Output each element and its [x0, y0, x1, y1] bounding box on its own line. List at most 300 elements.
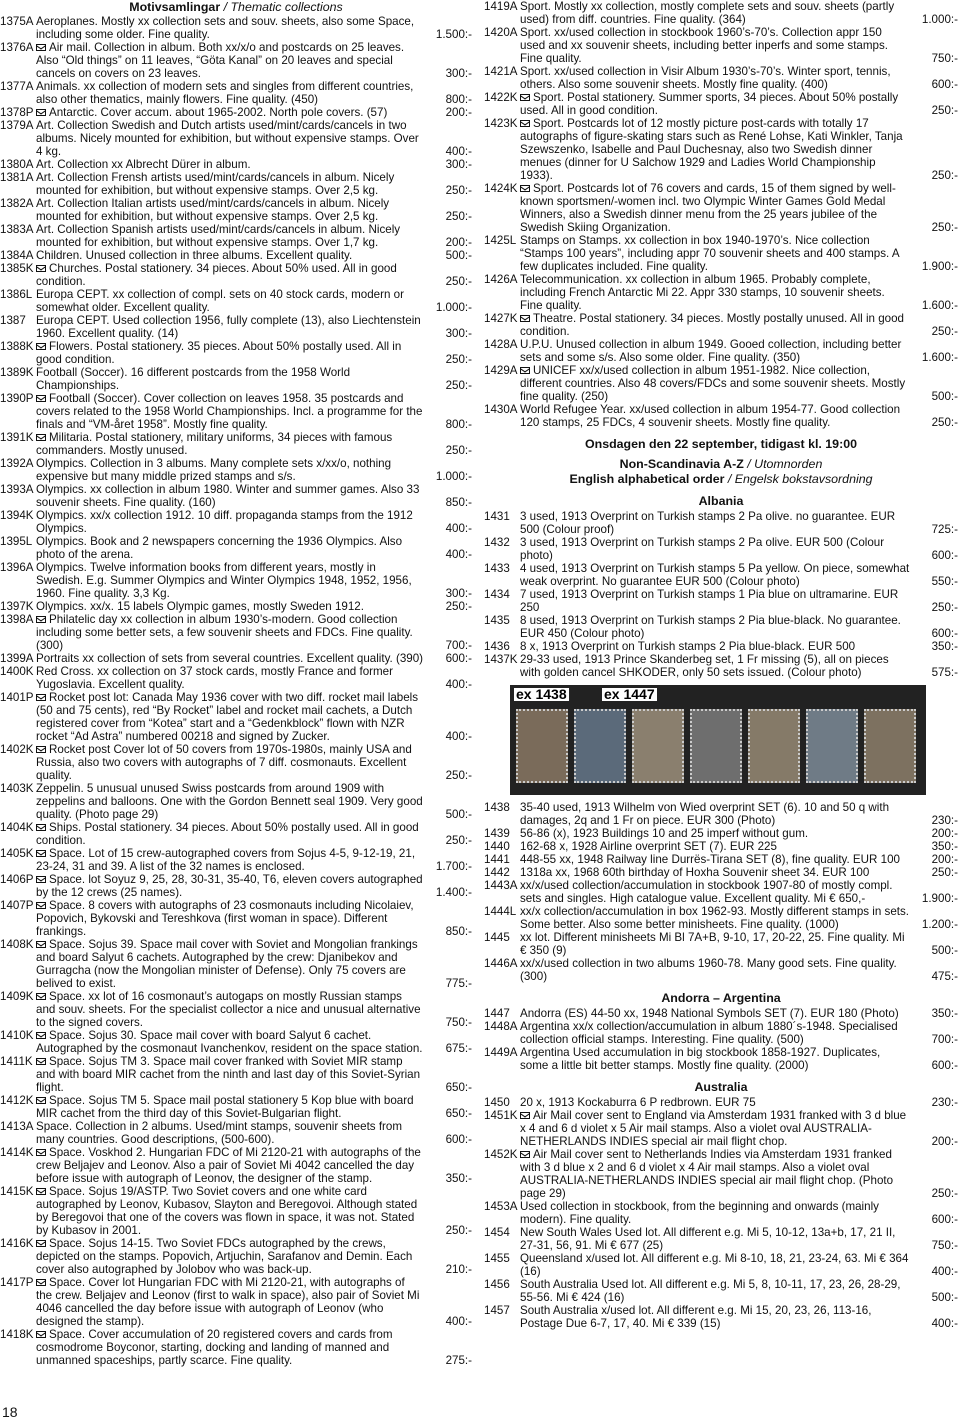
lot-description: [36, 457, 424, 483]
lot-description-text: Art. Collection Frensh artists used/mint/cards/cancels in album. Nicely mounted for exhibition, but without expensive stamps. Over 2,5 kg.: [36, 171, 395, 197]
lot-description: [36, 743, 424, 782]
lot-number: 1418K: [0, 1328, 34, 1341]
envelope-icon: [36, 993, 46, 1000]
lot-entry: [0, 561, 472, 600]
lot-number: 1453A: [484, 1200, 518, 1213]
lot-price: 250:-: [931, 1187, 958, 1200]
lot-price: 600:-: [931, 78, 958, 91]
lot-description-text: Zeppelin. 5 unusual unused Swiss postcards from around 1909 with zeppelins and balloons. One with the Gordon Bennett seal 1909. Very good quality. (Photo page 29): [36, 782, 423, 821]
lot-entry: [484, 957, 958, 983]
lot-description-text: Queensland x/used lot. All different e.g. Mi 8-10, 18, 21, 23-24, 63. Mi € 364 (16): [520, 1252, 909, 1278]
lot-description: [520, 614, 910, 640]
lot-description-text: Olympics. xx/x. 15 labels Olympic games, mostly Sweden 1912.: [36, 600, 364, 613]
lot-price: 500:-: [445, 249, 472, 262]
lot-description: [36, 1146, 424, 1185]
lot-description: [520, 273, 910, 312]
lot-description: [520, 1020, 910, 1046]
lot-description-text: 8 x, 1913 Overprint on Turkish stamps 2 Pia blue-black. EUR 500: [520, 640, 856, 653]
lot-description: [520, 182, 910, 234]
lot-number: 1456: [484, 1278, 510, 1291]
lot-description-text: Space. Sojus 14-15. Two Soviet FDCs autographed by the crews, depicted on the stamps. Popovich, Artjuchin, Sarafanov and Demin. Each cover also autographed by Jolobov who was back-up.: [36, 1237, 413, 1276]
lot-price: 250:-: [445, 769, 472, 782]
lot-description: [520, 312, 910, 338]
lot-number: 1386L: [0, 288, 33, 301]
lot-description: [36, 249, 424, 262]
lot-entry: [0, 171, 472, 197]
lot-description-text: 4 used, 1913 Overprint on Turkish stamps 5 Pa yellow. On piece, somewhat weak overprint. No guarantee EUR 500 (Colour photo): [520, 562, 910, 588]
lot-number: 1447: [484, 1007, 510, 1020]
envelope-icon: [520, 94, 530, 101]
lot-entry: [0, 314, 472, 340]
lot-number: 1420A: [484, 26, 518, 39]
lot-price: 700:-: [931, 1033, 958, 1046]
lot-price: 250:-: [445, 210, 472, 223]
stamp-image: [748, 709, 800, 783]
lot-number: 1408K: [0, 938, 34, 951]
lot-entry: [0, 431, 472, 457]
lot-description: [520, 653, 910, 679]
lot-entry: [484, 234, 958, 273]
lot-description: [36, 197, 424, 223]
lot-description: [36, 1185, 424, 1237]
envelope-icon: [36, 1331, 46, 1338]
lot-description-text: Militaria. Postal stationery, military uniforms, 34 pieces with famous commanders. Mostly unused.: [36, 431, 393, 457]
lot-price: 200:-: [445, 236, 472, 249]
lot-price: 775:-: [445, 977, 472, 990]
lot-number: 1412K: [0, 1094, 34, 1107]
lot-price: 250:-: [931, 325, 958, 338]
lot-entry: [0, 158, 472, 171]
lot-entry: [484, 1200, 958, 1226]
lot-entry: [484, 562, 958, 588]
lot-entry: [0, 652, 472, 665]
lot-description: [36, 1029, 424, 1055]
lot-description: [36, 223, 424, 249]
envelope-icon: [36, 1097, 46, 1104]
lot-number: 1393A: [0, 483, 34, 496]
lot-price: 500:-: [445, 808, 472, 821]
lot-price: 250:-: [445, 834, 472, 847]
lot-description-text: Stamps on Stamps. xx collection in box 1940-1970’s. Nice collection “Stamps 100 years”, including appr 70 souvenir sheets and 400 stamps. A few duplicates included. Fine quality.: [520, 234, 899, 273]
lot-description: [36, 782, 424, 821]
lot-number: 1399A: [0, 652, 34, 665]
lot-price: 350:-: [931, 1007, 958, 1020]
lot-entry: [484, 510, 958, 536]
lot-description-text: Animals. xx collection of modern sets and singles from different countries, also other thematics, mainly flowers. Fine quality. (450): [36, 80, 414, 106]
lot-list-thematic-continued: [484, 0, 958, 429]
lot-description-text: Andorra (ES) 44-50 xx, 1948 National Symbols SET (7). EUR 180 (Photo): [520, 1007, 899, 1020]
lot-description: [36, 288, 424, 314]
lot-entry: [0, 366, 472, 392]
lot-number: 1457: [484, 1304, 510, 1317]
lot-description: [36, 1120, 424, 1146]
lot-description: [36, 613, 424, 652]
lot-number: 1424K: [484, 182, 518, 195]
lot-price: 250:-: [445, 353, 472, 366]
lot-entry: [0, 197, 472, 223]
lot-number: 1423K: [484, 117, 518, 130]
envelope-icon: [36, 395, 46, 402]
lot-description: [36, 158, 424, 171]
lot-number: 1431: [484, 510, 510, 523]
section-title: Motivsamlingar: [129, 0, 221, 14]
envelope-icon: [520, 1151, 530, 1158]
lot-number: 1414K: [0, 1146, 34, 1159]
envelope-icon: [36, 109, 46, 116]
lot-price: 230:-: [931, 1096, 958, 1109]
lot-description: [520, 1007, 910, 1020]
lot-entry: [0, 119, 472, 158]
lot-price: 500:-: [931, 944, 958, 957]
lot-description-text: U.P.U. Unused collection in album 1949. Gooed collection, including better sets and some s/s. Also some older. Fine quality. (350): [520, 338, 902, 364]
lot-price: 1.900:-: [921, 892, 958, 905]
lot-number: 1377A: [0, 80, 34, 93]
lot-entry: [484, 588, 958, 614]
stamp-image: [516, 709, 568, 783]
auction-session-date: Onsdagen den 22 september, tidigast kl. 19:00: [584, 437, 857, 451]
lot-price: 400:-: [445, 730, 472, 743]
lot-number: 1415K: [0, 1185, 34, 1198]
lot-description-text: Space. Sojus TM 5. Space mail postal stationery 5 Kop blue with board MIR cachet from the third day of this Soviet-Bulgarian flight.: [36, 1094, 414, 1120]
lot-number: 1405K: [0, 847, 34, 860]
section-header: [0, 0, 472, 14]
lot-description: [36, 1237, 424, 1276]
lot-price: 200:-: [931, 827, 958, 840]
lot-description: [36, 691, 424, 743]
envelope-icon: [520, 367, 530, 374]
lot-number: 1422K: [484, 91, 518, 104]
lot-description: [520, 510, 910, 536]
lot-description-text: Argentina Used accumulation in big stockbook 1858-1927. Duplicates, some a little bit better stamps. Mostly fine quality. (2000): [520, 1046, 881, 1072]
lot-description-text: 3 used, 1913 Overprint on Turkish stamps 2 Pa olive. EUR 500 (Colour photo): [520, 536, 885, 562]
lot-description-text: Space. Sojus TM 3. Space mail cover franked with Soviet MIR stamp and with board MIR cachet from the ninth and last day of this Soviet-Syrian flight.: [36, 1055, 421, 1094]
order-header: [484, 472, 958, 486]
lot-number: 1395L: [0, 535, 33, 548]
lot-entry: [0, 821, 472, 847]
lot-number: 1440: [484, 840, 510, 853]
lot-price: 750:-: [931, 1239, 958, 1252]
lot-entry: [0, 340, 472, 366]
lot-entry: [484, 1226, 958, 1252]
envelope-icon: [36, 616, 46, 623]
lot-entry: [484, 0, 958, 26]
lot-number: 1428A: [484, 338, 518, 351]
lot-description: [520, 801, 910, 827]
lot-description-text: xx lot. Different minisheets Mi Bl 7A+B, 9-10, 17, 20-22, 25. Fine quality. Mi € 350 (9): [520, 931, 905, 957]
lot-number: 1397K: [0, 600, 34, 613]
lot-number: 1432: [484, 536, 510, 549]
lot-description: [36, 652, 424, 665]
lot-price: 400:-: [445, 1315, 472, 1328]
lot-entry: [0, 1055, 472, 1094]
lot-number: 1411K: [0, 1055, 33, 1068]
lot-description: [520, 1109, 910, 1148]
lot-entry: [0, 483, 472, 509]
lot-number: 1387: [0, 314, 26, 327]
lot-price: 1.900:-: [921, 260, 958, 273]
lot-entry: [484, 1046, 958, 1072]
lot-entry: [484, 866, 958, 879]
lot-description: [520, 588, 910, 614]
lot-description-text: Red Cross. xx collection on 37 stock cards, mostly France and former Yugoslavia. Excellent quality.: [36, 665, 393, 691]
lot-description: [520, 1148, 910, 1200]
lot-description-text: Space. lot Soyuz 9, 25, 28, 30-31, 35-40, T6, eleven covers autographed by the 12 crews (25 names).: [36, 873, 423, 899]
section-name: Non-Scandinavia A-Z: [619, 457, 744, 471]
lot-number: 1454: [484, 1226, 510, 1239]
lot-description-text: Argentina xx/x collection/accumulation in album 1880´s-1948. Specialised collection official stamps. Interesting. Fine quality. (500): [520, 1020, 898, 1046]
photo-label-1447: ex 1447: [604, 686, 655, 702]
lot-description-text: Air Mail cover sent to Netherlands Indies via Amsterdam 1931 franked with 3 d blue x 2 and 6 d violet x 4 Air mail stamps. Also a violet oval AUSTRALIA-NETHERLANDS INDIES special air mail flight chop. (Photo page 29): [520, 1148, 894, 1200]
lot-price: 300:-: [445, 67, 472, 80]
lot-description: [36, 561, 424, 600]
left-column: [0, 0, 472, 1367]
lot-entry: [484, 853, 958, 866]
envelope-icon: [36, 850, 46, 857]
lot-description-text: Olympics. xx/x collection 1912. 10 diff. propaganda stamps from the 1912 Olympics.: [36, 509, 413, 535]
lot-description: [36, 314, 424, 340]
lot-number: 1442: [484, 866, 510, 879]
lot-number: 1448A: [484, 1020, 518, 1033]
lot-description: [36, 262, 424, 288]
lot-entry: [484, 1007, 958, 1020]
session-section-header: [484, 457, 958, 471]
lot-description-text: Europa CEPT. Used collection 1956, fully complete (13), also Liechtenstein 1960. Excellent quality. (14): [36, 314, 421, 340]
order-name: English alphabetical order: [569, 472, 725, 486]
lot-description-text: Sport. Postcards lot of 76 covers and cards, 15 of them signed by well-known sportsmen/-women incl. two Olympic Winter Games Gold Medal Winners, also a Swedish dinner menu from the 25 years jubilee of the Swedish Skiing Organization.: [520, 182, 896, 234]
lot-description: [520, 364, 910, 403]
lot-entry: [484, 91, 958, 117]
lot-description-text: Used collection in stockbook, from the beginning and onwards (mainly modern). Fine quality.: [520, 1200, 879, 1226]
lot-number: 1383A: [0, 223, 34, 236]
envelope-icon: [36, 1240, 46, 1247]
lot-price: 750:-: [931, 52, 958, 65]
lot-description-text: xx/x collection/accumulation in box 1962-93. Mostly different stamps in sets. Some better. Also some better minisheets. Fine quality. (1000): [520, 905, 910, 931]
lot-description: [520, 827, 910, 840]
lot-description-text: Space. Collection in 2 albums. Used/mint stamps, souvenir sheets from many countries. Good descriptions, (500-600).: [36, 1120, 403, 1146]
lot-number: 1396A: [0, 561, 34, 574]
lot-description-text: Sport. Mostly xx collection, mostly complete sets and souv. sheets (partly used) from diff. countries. Fine quality. (364): [520, 0, 895, 26]
lot-description-text: xx/x/used collection/accumulation in stockbook 1907-80 of mostly compl. sets and singles. High catalogue value. Excellent quality. Mi € 650,-: [520, 879, 893, 905]
lot-price: 350:-: [445, 1172, 472, 1185]
lot-description: [520, 853, 910, 866]
lot-description: [520, 91, 910, 117]
lot-description-text: Football (Soccer). Cover collection on leaves 1958. 35 postcards and covers related to the 1958 World Championships. Incl. a programme for the finals and “VM-året 1958”. Mostly fine quality.: [36, 392, 423, 431]
lot-entry: [0, 392, 472, 431]
lot-price: 250:-: [931, 221, 958, 234]
lot-entry: [0, 782, 472, 821]
section-name-sv: / Utomnorden: [747, 457, 823, 471]
lot-entry: [0, 80, 472, 106]
lot-price: 250:-: [931, 866, 958, 879]
lot-description: [36, 873, 424, 899]
lot-description: [36, 1094, 424, 1120]
lot-price: 250:-: [931, 601, 958, 614]
lot-entry: [484, 1148, 958, 1200]
lot-price: 500:-: [931, 1291, 958, 1304]
lot-description-text: Telecommunication. xx collection in album 1965. Probably complete, including French Antarctic Mi 22. Appr 330 stamps, 10 souvenir sheets. Fine quality.: [520, 273, 885, 312]
lot-number: 1382A: [0, 197, 34, 210]
lot-description-text: 20 x, 1913 Kockaburra 6 P redbrown. EUR 75: [520, 1096, 756, 1109]
lot-description-text: Philatelic day xx collection in album 1930’s-modern. Good collection including some better sets, a few souvenir sheets and FDCs. Fine quality. (300): [36, 613, 413, 652]
lot-number: 1452K: [484, 1148, 518, 1161]
lot-description-text: Europa CEPT. xx collection of compl. sets on 40 stock cards, modern or somewhat older. Excellent quality.: [36, 288, 404, 314]
lot-entry: [484, 1096, 958, 1109]
lot-description: [520, 562, 910, 588]
lot-entry: [0, 262, 472, 288]
envelope-icon: [36, 1279, 46, 1286]
lot-entry: [484, 117, 958, 182]
lot-entry: [484, 1304, 958, 1330]
lot-number: 1398A: [0, 613, 34, 626]
envelope-icon: [36, 265, 46, 272]
lot-description: [36, 41, 424, 80]
lot-entry: [484, 364, 958, 403]
lot-number: 1417P: [0, 1276, 34, 1289]
lot-price: 600:-: [931, 549, 958, 562]
lot-entry: [0, 899, 472, 938]
lot-description-text: Sport. Postcards lot of 12 mostly picture post-cards with totally 17 autographs of figure-skating stars such as René Lohse, Kati Winkler, Tanja Szewszenko, Isabelle and Paul Duchesnay, also two Swedish dinner menues (dinner for U Salchow 1929 and Ladies World Championship 1933).: [520, 117, 903, 182]
lot-price: 400:-: [445, 522, 472, 535]
lot-number: 1404K: [0, 821, 34, 834]
stamp-image: [574, 709, 626, 783]
lot-number: 1381A: [0, 171, 34, 184]
page-number: 18: [2, 1404, 18, 1420]
lot-entry: [484, 1278, 958, 1304]
lot-number: 1407P: [0, 899, 34, 912]
lot-description-text: South Australia x/used lot. All different e.g. Mi 15, 20, 23, 26, 113-16, Postage Due 6-7, 17, 40. Mi € 339 (15): [520, 1304, 872, 1330]
lot-number: 1413A: [0, 1120, 34, 1133]
lot-description-text: Space. xx lot of 16 cosmonaut’s autogaps on mostly Russian stamps and souv. sheets. For the specialist collector a nice and unusual alternative to the signed covers.: [36, 990, 421, 1029]
envelope-icon: [520, 185, 530, 192]
lot-price: 400:-: [931, 1317, 958, 1330]
lot-description-text: Theatre. Postal stationery. 34 pieces. Mostly postally unused. All in good condition.: [520, 312, 904, 338]
envelope-icon: [520, 120, 530, 127]
lot-list-albania: [484, 510, 958, 679]
lot-description: [36, 483, 424, 509]
lot-description-text: South Australia Used lot. All different e.g. Mi 5, 8, 10-11, 17, 23, 26, 28-29, 55-56. Mi € 424 (16): [520, 1278, 901, 1304]
lot-number: 1419A: [484, 0, 518, 13]
lot-description: [520, 338, 910, 364]
lot-number: 1401P: [0, 691, 34, 704]
lot-description: [520, 1096, 910, 1109]
envelope-icon: [36, 1188, 46, 1195]
envelope-icon: [36, 1058, 46, 1065]
lot-price: 250:-: [445, 184, 472, 197]
lot-entry: [484, 338, 958, 364]
lot-number: 1391K: [0, 431, 34, 444]
lot-description-text: Space. 8 covers with autographs of 23 cosmonauts including Nicolaiev, Popovich, Bykovski and Tereshkova (first woman in space). Different frankings.: [36, 899, 414, 938]
lot-entry: [0, 847, 472, 873]
lot-description-text: 3 used, 1913 Overprint on Turkish stamps 2 Pa olive. no guarantee. EUR 500 (Colour proof): [520, 510, 896, 536]
lot-entry: [484, 879, 958, 905]
lot-description-text: Antarctic. Cover accum. about 1965-2002. North pole covers. (57): [49, 106, 388, 119]
lot-description: [520, 26, 910, 65]
envelope-icon: [36, 343, 46, 350]
envelope-icon: [36, 746, 46, 753]
lot-description: [36, 535, 424, 561]
lot-description: [520, 931, 910, 957]
lot-description-text: 7 used, 1913 Overprint on Turkish stamps 1 Pia blue on ultramarine. EUR 250: [520, 588, 899, 614]
lot-entry: [0, 1029, 472, 1055]
lot-entry: [484, 403, 958, 429]
lot-price: 250:-: [445, 600, 472, 613]
stamp-photo: [510, 685, 926, 795]
lot-number: 1394K: [0, 509, 34, 522]
lot-description-text: 162-68 x, 1928 Airline overprint SET (7). EUR 225: [520, 840, 777, 853]
country-heading-andorra-argentina: Andorra – Argentina: [661, 991, 781, 1005]
lot-description-text: 35-40 used, 1913 Wilhelm von Wied overprint SET (6). 10 and 50 q with damages, 2q and 1 Fr on piece. EUR 300 (Photo): [520, 801, 890, 827]
lot-price: 400:-: [445, 678, 472, 691]
envelope-icon: [36, 694, 46, 701]
lot-entry: [484, 653, 958, 679]
lot-entry: [0, 613, 472, 652]
lot-description: [520, 879, 910, 905]
lot-description-text: Space. Cover accumulation of 20 registered covers and cards from cosmodrome Boyconor, starting, docking and landing of manned and unmanned spaceships, partly scarce. Fine quality.: [36, 1328, 393, 1367]
lot-description-text: Olympics. xx collection in album 1980. Winter and summer games. Also 33 souvenir sheets. Fine quality. (160): [36, 483, 420, 509]
lot-description-text: Space. Sojus 39. Space mail cover with Soviet and Mongolian frankings and board Salyut 6 cachets. Autographed by the crew: Djanibekov and Gurragcha (now the Mongolian minister of Defense). Only 75 covers are belived to exist.: [36, 938, 418, 990]
lot-number: 1427K: [484, 312, 518, 325]
lot-description-text: xx/x/used collection in two albums 1960-78. Many good sets. Fine quality. (300): [520, 957, 897, 983]
lot-description: [36, 847, 424, 873]
lot-entry: [484, 536, 958, 562]
lot-entry: [484, 26, 958, 65]
lot-description-text: Space. Sojus 19/ASTP. Two Soviet covers and one white card autographed by Leonov, Kubasov, Slayton and Beregovoi. Although stated by Beregovoi that one of the covers was flown in space, it was not. Stated by Kubasov in 2001.: [36, 1185, 418, 1237]
lot-number: 1425L: [484, 234, 517, 247]
lot-number: 1375A: [0, 15, 34, 28]
lot-description: [520, 640, 910, 653]
lot-price: 1.000:-: [435, 301, 472, 314]
lot-description-text: Ships. Postal stationery. 34 pieces. About 50% postally used. All in good condition.: [36, 821, 419, 847]
envelope-icon: [36, 1032, 46, 1039]
lot-entry: [0, 938, 472, 990]
lot-number: 1451K: [484, 1109, 518, 1122]
lot-description: [520, 65, 910, 91]
envelope-icon: [36, 876, 46, 883]
stamp-image: [806, 709, 858, 783]
lot-number: 1430A: [484, 403, 518, 416]
lot-price: 1.400:-: [435, 886, 472, 899]
lot-description-text: 1318a xx, 1968 60th birthday of Hoxha Souvenir sheet 34. EUR 100: [520, 866, 870, 879]
lot-entry: [0, 665, 472, 691]
lot-entry: [0, 1120, 472, 1146]
lot-price: 700:-: [445, 639, 472, 652]
lot-description-text: 56-86 (x), 1923 Buildings 10 and 25 imperf without gum.: [520, 827, 809, 840]
lot-price: 675:-: [445, 1042, 472, 1055]
lot-entry: [0, 249, 472, 262]
lot-price: 650:-: [445, 1107, 472, 1120]
lot-description: [520, 1200, 910, 1226]
lot-price: 200:-: [931, 1135, 958, 1148]
lot-price: 600:-: [445, 652, 472, 665]
lot-entry: [0, 509, 472, 535]
lot-number: 1410K: [0, 1029, 34, 1042]
lot-price: 400:-: [445, 548, 472, 561]
lot-number: 1455: [484, 1252, 510, 1265]
lot-description-text: Football (Soccer). 16 different postcards from the 1958 World Championships.: [36, 366, 351, 392]
lot-number: 1445: [484, 931, 510, 944]
lot-number: 1433: [484, 562, 510, 575]
lot-number: 1446A: [484, 957, 518, 970]
lot-description: [520, 1226, 910, 1252]
lot-entry: [484, 273, 958, 312]
lot-number: 1402K: [0, 743, 34, 756]
lot-list-thematic: [0, 15, 472, 1367]
lot-price: 800:-: [445, 93, 472, 106]
lot-description-text: Sport. xx/used collection in stockbook 1960’s-70’s. Collection appr 150 used and xx souvenir sheets, including better inperfs and some stamps. Fine quality.: [520, 26, 888, 65]
lot-number: 1435: [484, 614, 510, 627]
lot-number: 1388K: [0, 340, 34, 353]
lot-number: 1421A: [484, 65, 518, 78]
